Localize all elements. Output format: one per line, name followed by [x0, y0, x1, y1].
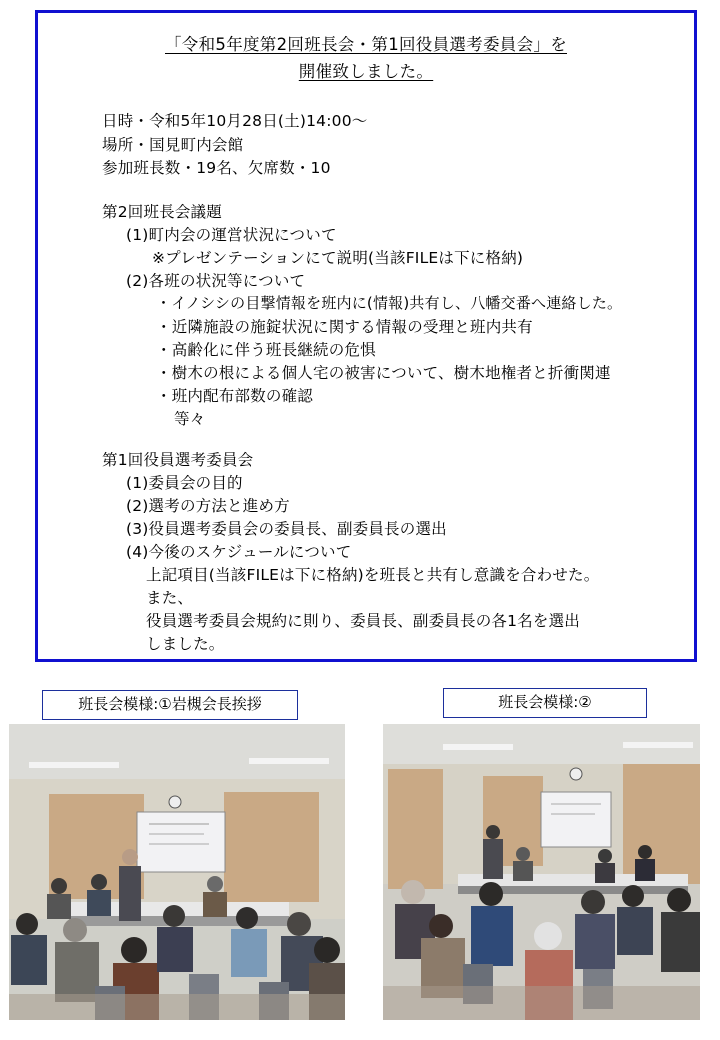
meeting2-item: (2)選考の方法と進め方	[126, 497, 290, 515]
notice-title-line2: 開催致しました。	[298, 62, 434, 81]
meeting2-summary: また、	[146, 589, 194, 607]
meeting1-bullet: ・班内配布部数の確認	[156, 387, 314, 405]
photo2-caption: 班長会模様:②	[443, 688, 647, 718]
meeting2-summary: 役員選考委員会規約に則り、委員長、副委員長の各1名を選出	[146, 612, 580, 630]
meeting-datetime: 日時・令和5年10月28日(土)14:00～	[102, 112, 368, 130]
meeting2-item: (1)委員会の目的	[126, 474, 243, 492]
photo1-caption: 班長会模様:①岩槻会長挨拶	[42, 690, 298, 720]
meeting2-item: (3)役員選考委員会の委員長、副委員長の選出	[126, 520, 447, 538]
notice-title-line1: 「令和5年度第2回班長会・第1回役員選考委員会」を	[165, 35, 567, 54]
meeting-photo-1	[9, 724, 345, 1020]
meeting-photo-2	[383, 724, 700, 1020]
meeting-place: 場所・国見町内会館	[102, 136, 244, 154]
meeting-attendance: 参加班長数・19名、欠席数・10	[102, 159, 331, 177]
meeting1-heading: 第2回班長会議題	[102, 203, 222, 221]
meeting2-item: (4)今後のスケジュールについて	[126, 543, 352, 561]
meeting1-bullet: ・イノシシの目撃情報を班内に(情報)共有し、八幡交番へ連絡した。	[156, 294, 623, 312]
meeting1-etc: 等々	[174, 410, 206, 428]
meeting1-bullet: ・高齢化に伴う班長継続の危惧	[156, 341, 376, 359]
meeting1-bullet: ・近隣施設の施錠状況に関する情報の受理と班内共有	[156, 318, 533, 336]
meeting2-summary: 上記項目(当該FILEは下に格納)を班長と共有し意識を合わせた。	[146, 566, 600, 584]
meeting1-bullet: ・樹木の根による個人宅の被害について、樹木地権者と折衝関連	[156, 364, 611, 382]
meeting1-item1: (1)町内会の運営状況について	[126, 226, 337, 244]
meeting1-item1-note: ※プレゼンテーションにて説明(当該FILEは下に格納)	[152, 249, 524, 267]
meeting2-summary: しました。	[146, 635, 225, 653]
meeting2-heading: 第1回役員選考委員会	[102, 451, 254, 469]
notice-box	[35, 10, 697, 662]
meeting1-item2: (2)各班の状況等について	[126, 272, 306, 290]
